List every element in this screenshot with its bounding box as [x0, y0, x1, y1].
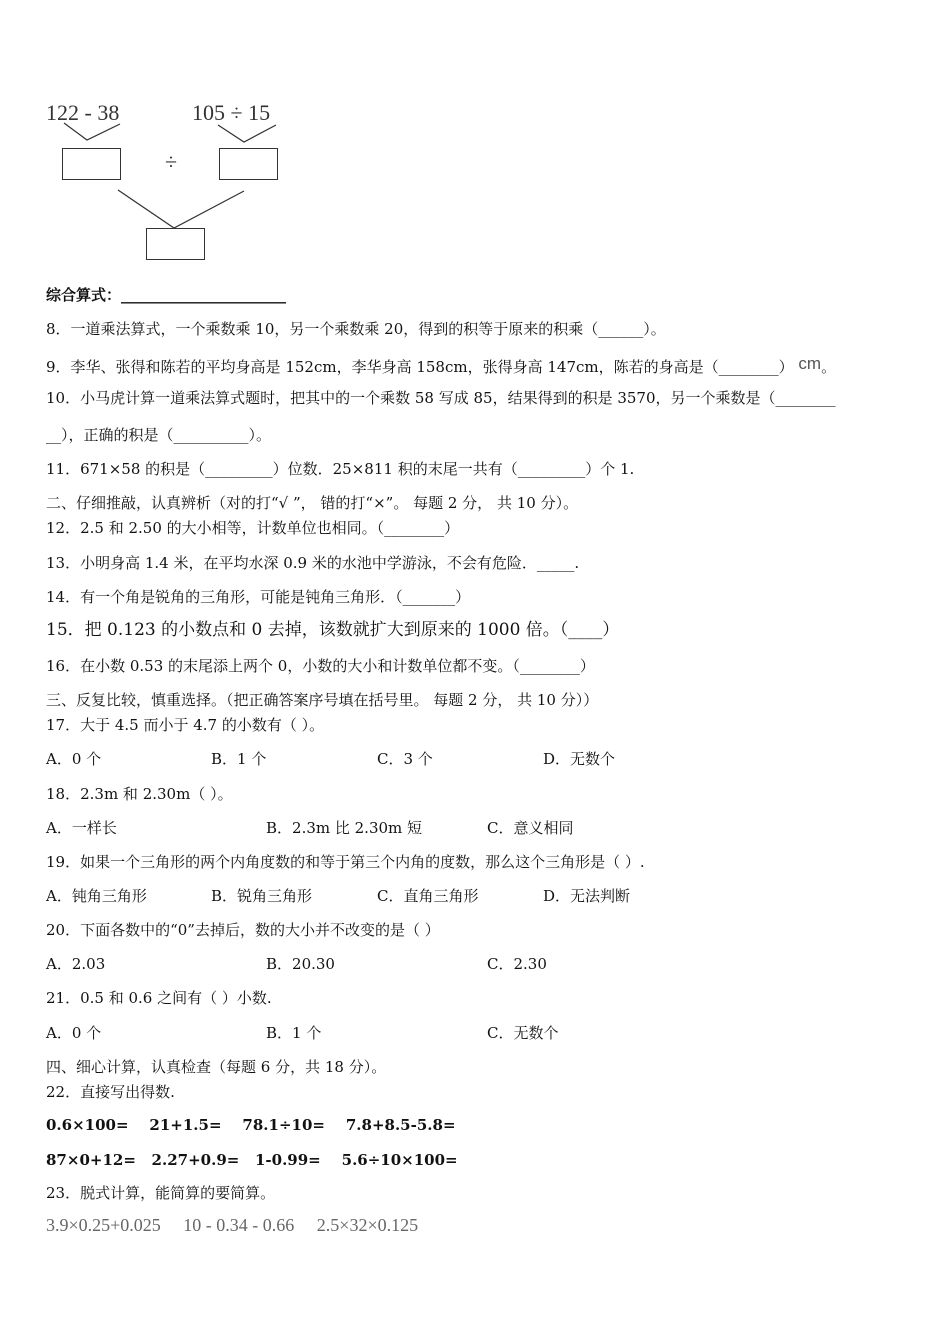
question-16: 16．在小数 0.53 的末尾添上两个 0，小数的大小和计数单位都不变。（________） [46, 657, 595, 675]
q21-option-a[interactable]: A．0 个 [46, 1024, 102, 1042]
section-2-heading: 二、仔细推敲，认真辨析（对的打“√ ”， 错的打“×”。 每题 2 分， 共 10 分）。 [46, 494, 579, 512]
question-18: 18．2.3m 和 2.30m（ ）。 [46, 785, 233, 803]
q19-option-c[interactable]: C．直角三角形 [377, 887, 479, 905]
question-20: 20．下面各数中的“0”去掉后，数的大小并不改变的是（ ） [46, 921, 440, 939]
q9-text: 9．李华、张得和陈若的平均身高是 152cm，李华身高 158cm，张得身高 147cm，陈若的身高是（________） [46, 358, 794, 376]
q20-option-a[interactable]: A．2.03 [46, 955, 106, 973]
q19-option-d[interactable]: D．无法判断 [543, 887, 631, 905]
q20-option-b[interactable]: B．20.30 [266, 955, 335, 973]
combined-formula: 综合算式：______________________ [46, 286, 287, 304]
question-8: 8．一道乘法算式，一个乘数乘 10，另一个乘数乘 20，得到的积等于原来的积乘（______）。 [46, 320, 666, 338]
question-9 [46, 355, 836, 376]
question-15: 15．把 0.123 的小数点和 0 去掉，该数就扩大到原来的 1000 倍。（____） [46, 620, 620, 640]
question-10-cont: __），正确的积是（__________）。 [46, 426, 272, 444]
answer-box-left[interactable] [62, 148, 121, 180]
question-21: 21．0.5 和 0.6 之间有（ ）小数. [46, 989, 272, 1007]
divide-operator: ÷ [165, 149, 178, 174]
question-11: 11．671×58 的积是（_________）位数．25×811 积的末尾一共有（_________）个 1. [46, 460, 635, 478]
question-10: 10．小马虎计算一道乘法算式题时，把其中的一个乘数 58 写成 85，结果得到的积是 3570，另一个乘数是（________ [46, 389, 836, 407]
answer-box-result[interactable] [146, 228, 205, 260]
question-12: 12．2.5 和 2.50 的大小相等，计数单位也相同。（________） [46, 519, 460, 537]
question-23: 23．脱式计算，能简算的要简算。 [46, 1184, 276, 1202]
q21-option-b[interactable]: B．1 个 [266, 1024, 322, 1042]
q19-option-b[interactable]: B．锐角三角形 [211, 887, 313, 905]
q17-option-a[interactable]: A．0 个 [46, 750, 102, 768]
q23-expressions: 3.9×0.25+0.025 10 - 0.34 - 0.66 2.5×32×0.125 [46, 1215, 419, 1235]
question-19: 19．如果一个三角形的两个内角度数的和等于第三个内角的度数，那么这个三角形是（ ）. [46, 853, 645, 871]
question-22: 22．直接写出得数. [46, 1083, 175, 1101]
q18-option-c[interactable]: C．意义相同 [487, 819, 574, 837]
question-17: 17．大于 4.5 而小于 4.7 的小数有（ ）。 [46, 716, 325, 734]
q22-row-2: 87×0+12= 2.27+0.9= 1-0.99= 5.6÷10×100= [46, 1151, 458, 1169]
question-14: 14．有一个角是锐角的三角形，可能是钝角三角形．（_______） [46, 588, 471, 606]
q18-option-b[interactable]: B．2.3m 比 2.30m 短 [266, 819, 423, 837]
q22-row-1: 0.6×100= 21+1.5= 78.1÷10= 7.8+8.5-5.8= [46, 1116, 456, 1134]
q19-option-a[interactable]: A．钝角三角形 [46, 887, 147, 905]
q20-option-c[interactable]: C．2.30 [487, 955, 547, 973]
q17-option-d[interactable]: D．无数个 [543, 750, 616, 768]
q18-option-a[interactable]: A．一样长 [46, 819, 117, 837]
q21-option-c[interactable]: C．无数个 [487, 1024, 559, 1042]
right-expression: 105 ÷ 15 [192, 100, 271, 125]
left-expression: 122 - 38 [46, 100, 120, 125]
q17-option-b[interactable]: B．1 个 [211, 750, 267, 768]
answer-box-right[interactable] [219, 148, 278, 180]
q17-option-c[interactable]: C．3 个 [377, 750, 433, 768]
section-4-heading: 四、细心计算，认真检查（每题 6 分，共 18 分）。 [46, 1058, 387, 1076]
question-13: 13．小明身高 1.4 米，在平均水深 0.9 米的水池中学游泳，不会有危险．_____. [46, 554, 580, 572]
q9-end: 。 [821, 358, 837, 376]
q9-unit: cm [798, 354, 822, 373]
section-3-heading: 三、反复比较，慎重选择。（把正确答案序号填在括号里。 每题 2 分， 共 10 分）） [46, 691, 599, 709]
